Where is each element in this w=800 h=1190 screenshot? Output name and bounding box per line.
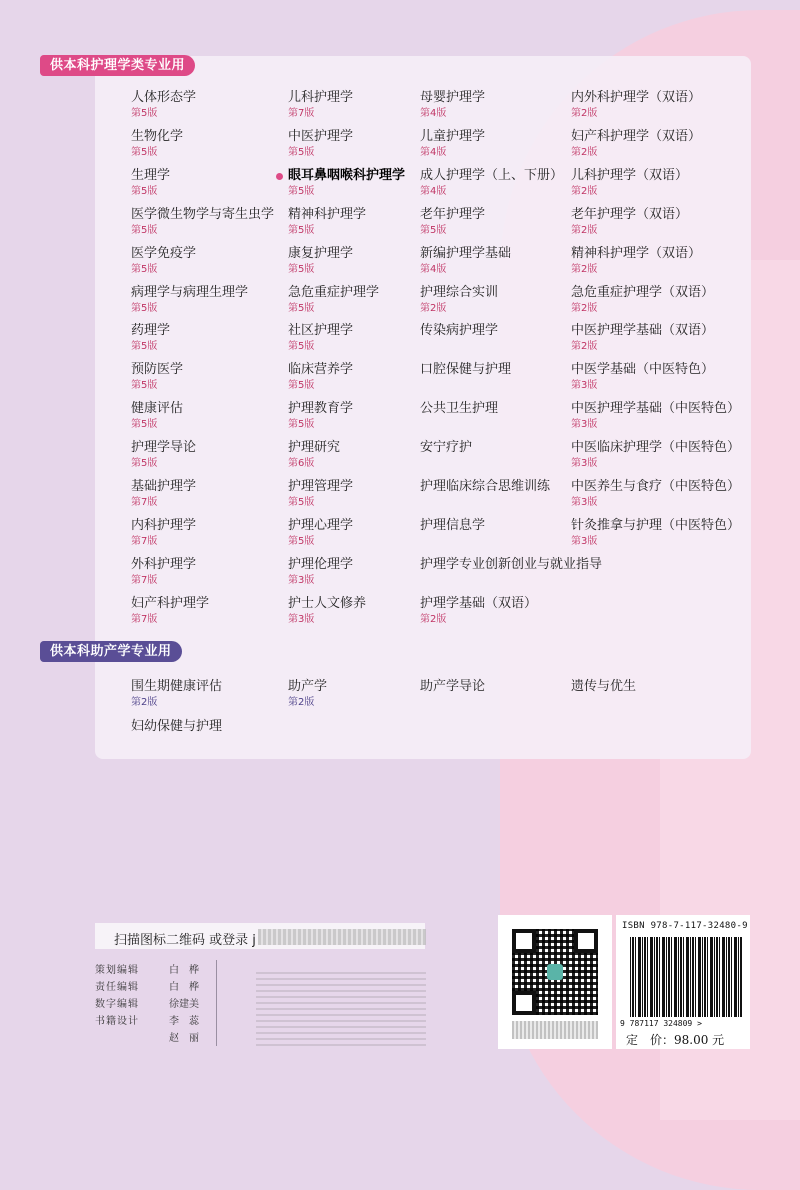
book-edition: 第5版 bbox=[288, 224, 315, 236]
book-item bbox=[131, 518, 196, 548]
book-title: 中医学基础（中医特色） bbox=[571, 362, 715, 378]
credit-role: 数字编辑 bbox=[95, 999, 139, 1010]
book-title: 医学免疫学 bbox=[131, 245, 197, 261]
book-title: 遗传与优生 bbox=[571, 679, 637, 694]
book-item bbox=[420, 168, 563, 198]
book-item bbox=[571, 168, 688, 198]
book-edition: 第2版 bbox=[571, 302, 598, 314]
book-edition: 第3版 bbox=[571, 380, 598, 392]
book-edition: 第3版 bbox=[571, 535, 598, 547]
credit-name: 赵 丽 bbox=[169, 1033, 199, 1044]
book-title: 妇产科护理学（双语） bbox=[571, 128, 702, 144]
book-edition: 第5版 bbox=[131, 263, 158, 275]
book-title: 药理学 bbox=[131, 323, 171, 339]
book-item bbox=[131, 246, 196, 276]
book-item bbox=[131, 323, 170, 353]
book-title: 母婴护理学 bbox=[420, 90, 486, 105]
book-title: 护理伦理学 bbox=[288, 556, 354, 572]
book-item bbox=[420, 207, 485, 237]
book-item bbox=[288, 440, 340, 470]
book-edition: 第5版 bbox=[131, 146, 158, 158]
book-title: 护理研究 bbox=[288, 440, 341, 456]
book-item bbox=[131, 719, 222, 735]
book-edition: 第3版 bbox=[288, 574, 315, 586]
book-edition: 第2版 bbox=[131, 697, 158, 708]
book-item bbox=[288, 679, 327, 709]
qr-code[interactable] bbox=[498, 915, 612, 1049]
watermark-blur bbox=[256, 968, 426, 1046]
book-item bbox=[420, 90, 485, 120]
book-item bbox=[571, 246, 701, 276]
credit-role bbox=[95, 1030, 155, 1047]
book-title: 病理学与病理生理学 bbox=[131, 284, 249, 300]
book-title: 老年护理学 bbox=[420, 206, 486, 222]
book-item bbox=[288, 323, 353, 353]
qr-caption-blur bbox=[512, 1021, 598, 1039]
credit-row bbox=[95, 1030, 199, 1047]
book-item bbox=[288, 401, 353, 431]
book-title: 护理综合实训 bbox=[420, 284, 499, 300]
book-item bbox=[288, 518, 353, 548]
credit-row bbox=[95, 962, 199, 979]
book-title: 护理教育学 bbox=[288, 401, 354, 417]
book-title: 人体形态学 bbox=[131, 90, 197, 105]
credit-role: 书籍设计 bbox=[95, 1016, 139, 1027]
book-title: 护理学基础（双语） bbox=[420, 595, 538, 611]
book-title: 中医护理学基础（中医特色） bbox=[571, 401, 741, 417]
book-item bbox=[131, 168, 170, 198]
book-title: 护理学专业创新创业与就业指导 bbox=[420, 556, 603, 572]
qr-logo-icon bbox=[547, 964, 563, 980]
book-item bbox=[288, 479, 353, 509]
book-edition: 第2版 bbox=[288, 697, 315, 708]
qr-finder-icon bbox=[512, 991, 536, 1015]
book-title: 生物化学 bbox=[131, 128, 184, 144]
book-title: 内科护理学 bbox=[131, 517, 197, 533]
book-item bbox=[131, 596, 209, 626]
book-title: 内外科护理学（双语） bbox=[571, 90, 702, 105]
book-title: 精神科护理学 bbox=[288, 206, 367, 222]
book-edition: 第4版 bbox=[420, 263, 447, 275]
book-item bbox=[571, 129, 701, 159]
book-title: 儿童护理学 bbox=[420, 128, 486, 144]
book-title: 儿科护理学 bbox=[288, 90, 354, 105]
book-edition: 第5版 bbox=[288, 497, 315, 508]
book-item bbox=[420, 246, 511, 276]
book-edition: 第5版 bbox=[288, 341, 315, 353]
book-title: 中医养生与食疗（中医特色） bbox=[571, 479, 741, 494]
book-edition: 第7版 bbox=[131, 574, 158, 586]
book-title: 健康评估 bbox=[131, 401, 184, 417]
book-edition: 第5版 bbox=[131, 302, 158, 314]
book-title: 护理管理学 bbox=[288, 479, 354, 494]
book-title: 中医护理学 bbox=[288, 128, 354, 144]
credit-row bbox=[95, 979, 199, 996]
divider bbox=[216, 960, 217, 1046]
book-edition: 第4版 bbox=[420, 185, 447, 197]
book-edition: 第7版 bbox=[288, 108, 315, 119]
book-item bbox=[288, 207, 366, 237]
book-item bbox=[131, 479, 196, 509]
book-item bbox=[131, 679, 222, 709]
book-item bbox=[288, 129, 353, 159]
book-title: 安宁疗护 bbox=[420, 440, 473, 456]
book-item bbox=[288, 246, 353, 276]
book-item bbox=[288, 557, 353, 587]
qr-finder-icon bbox=[574, 929, 598, 953]
book-edition: 第6版 bbox=[288, 458, 315, 470]
book-title: 儿科护理学（双语） bbox=[571, 167, 689, 183]
book-edition: 第5版 bbox=[288, 263, 315, 275]
book-title: 预防医学 bbox=[131, 362, 184, 378]
book-edition: 第7版 bbox=[131, 497, 158, 508]
book-edition: 第5版 bbox=[131, 458, 158, 470]
book-edition: 第5版 bbox=[131, 108, 158, 119]
highlight-dot-icon bbox=[276, 173, 283, 180]
book-title: 临床营养学 bbox=[288, 362, 354, 378]
midwifery-series-tag: 供本科助产学专业用 bbox=[40, 641, 182, 662]
book-title: 传染病护理学 bbox=[420, 323, 499, 339]
book-item bbox=[571, 285, 714, 315]
book-edition: 第5版 bbox=[131, 185, 158, 197]
book-item bbox=[131, 401, 183, 431]
book-edition: 第5版 bbox=[288, 302, 315, 314]
book-item bbox=[571, 90, 701, 120]
book-title: 老年护理学（双语） bbox=[571, 206, 689, 222]
book-item bbox=[131, 129, 183, 159]
book-item bbox=[288, 596, 366, 626]
book-title: 医学微生物学与寄生虫学 bbox=[131, 206, 275, 222]
book-title: 基础护理学 bbox=[131, 479, 197, 494]
book-edition: 第5版 bbox=[288, 185, 315, 197]
book-title: 急危重症护理学 bbox=[288, 284, 380, 300]
book-item bbox=[288, 285, 379, 315]
book-item bbox=[420, 679, 485, 695]
book-item bbox=[420, 557, 602, 573]
barcode-box bbox=[616, 915, 750, 1049]
book-title: 针灸推拿与护理（中医特色） bbox=[571, 517, 741, 533]
book-edition: 第7版 bbox=[131, 535, 158, 547]
book-edition: 第5版 bbox=[288, 146, 315, 158]
blurred-url bbox=[258, 929, 426, 945]
book-edition: 第5版 bbox=[131, 419, 158, 431]
book-item bbox=[420, 401, 498, 417]
barcode-bars bbox=[630, 937, 742, 1017]
book-title: 护理临床综合思维训练 bbox=[420, 479, 551, 494]
book-title: 护士人文修养 bbox=[288, 595, 367, 611]
credits-block bbox=[95, 962, 199, 1047]
book-title: 新编护理学基础 bbox=[420, 245, 512, 261]
book-title: 公共卫生护理 bbox=[420, 401, 499, 417]
book-edition: 第7版 bbox=[131, 613, 158, 625]
book-edition: 第2版 bbox=[571, 146, 598, 158]
book-item bbox=[288, 362, 353, 392]
book-edition: 第5版 bbox=[131, 380, 158, 392]
book-title: 护理学导论 bbox=[131, 440, 197, 456]
book-title: 康复护理学 bbox=[288, 245, 354, 261]
isbn-text: ISBN 978-7-117-32480-9 bbox=[622, 921, 748, 931]
credit-role: 策划编辑 bbox=[95, 965, 139, 976]
book-title: 生理学 bbox=[131, 167, 171, 183]
book-title: 急危重症护理学（双语） bbox=[571, 284, 715, 300]
book-title: 成人护理学（上、下册） bbox=[420, 167, 564, 183]
book-edition: 第5版 bbox=[420, 224, 447, 236]
book-edition: 第2版 bbox=[571, 341, 598, 353]
book-item bbox=[420, 323, 498, 339]
book-edition: 第5版 bbox=[288, 380, 315, 392]
book-item bbox=[420, 596, 537, 626]
price-text: 定 价：98.00 元 bbox=[626, 1033, 725, 1047]
book-item bbox=[288, 168, 405, 198]
credit-name: 李 蕊 bbox=[169, 1016, 199, 1027]
book-title: 外科护理学 bbox=[131, 556, 197, 572]
book-title: 眼耳鼻咽喉科护理学 bbox=[288, 167, 406, 183]
book-title: 妇幼保健与护理 bbox=[131, 719, 223, 734]
book-edition: 第5版 bbox=[288, 535, 315, 547]
book-item bbox=[571, 323, 714, 353]
credit-row bbox=[95, 996, 199, 1013]
nursing-series-tag: 供本科护理学类专业用 bbox=[40, 55, 195, 76]
book-edition: 第2版 bbox=[571, 185, 598, 197]
book-title: 助产学导论 bbox=[420, 679, 486, 694]
book-edition: 第5版 bbox=[131, 224, 158, 236]
book-item bbox=[420, 285, 498, 315]
book-title: 社区护理学 bbox=[288, 323, 354, 339]
book-edition: 第4版 bbox=[420, 146, 447, 158]
book-edition: 第2版 bbox=[571, 224, 598, 236]
book-item bbox=[131, 285, 248, 315]
book-item bbox=[420, 479, 550, 495]
book-title: 护理信息学 bbox=[420, 517, 486, 533]
book-item bbox=[420, 518, 485, 534]
book-item bbox=[288, 90, 353, 120]
book-title: 口腔保健与护理 bbox=[420, 362, 512, 378]
book-title: 妇产科护理学 bbox=[131, 595, 210, 611]
book-item bbox=[571, 679, 636, 695]
scan-instruction-text: 扫描图标二维码 或登录 j bbox=[114, 933, 256, 948]
book-item bbox=[571, 518, 740, 548]
book-item bbox=[131, 557, 196, 587]
book-item bbox=[420, 362, 511, 378]
barcode-number: 9 787117 324809 > bbox=[620, 1019, 702, 1028]
book-title: 围生期健康评估 bbox=[131, 679, 223, 694]
book-edition: 第2版 bbox=[571, 108, 598, 119]
book-edition: 第3版 bbox=[571, 419, 598, 431]
credit-name: 徐建美 bbox=[169, 999, 199, 1010]
book-item bbox=[571, 362, 714, 392]
book-title: 中医临床护理学（中医特色） bbox=[571, 440, 741, 456]
book-item bbox=[571, 440, 740, 470]
credit-name: 白 桦 bbox=[169, 965, 199, 976]
qr-finder-icon bbox=[512, 929, 536, 953]
book-edition: 第4版 bbox=[420, 108, 447, 119]
book-item bbox=[571, 401, 740, 431]
book-title: 护理心理学 bbox=[288, 517, 354, 533]
book-edition: 第2版 bbox=[420, 302, 447, 314]
book-title: 助产学 bbox=[288, 679, 328, 694]
book-item bbox=[571, 479, 740, 509]
book-edition: 第3版 bbox=[571, 497, 598, 508]
credit-role: 责任编辑 bbox=[95, 982, 139, 993]
book-item bbox=[571, 207, 688, 237]
book-edition: 第5版 bbox=[131, 341, 158, 353]
book-edition: 第2版 bbox=[420, 613, 447, 625]
credit-row bbox=[95, 1013, 199, 1030]
book-title: 中医护理学基础（双语） bbox=[571, 323, 715, 339]
book-title: 精神科护理学（双语） bbox=[571, 245, 702, 261]
credit-name: 白 桦 bbox=[169, 982, 199, 993]
book-edition: 第3版 bbox=[571, 458, 598, 470]
book-item bbox=[131, 90, 196, 120]
book-item bbox=[420, 129, 485, 159]
book-item bbox=[131, 362, 183, 392]
book-edition: 第5版 bbox=[288, 419, 315, 431]
book-item bbox=[131, 207, 274, 237]
book-item bbox=[131, 440, 196, 470]
book-edition: 第2版 bbox=[571, 263, 598, 275]
book-edition: 第3版 bbox=[288, 613, 315, 625]
book-item bbox=[420, 440, 472, 456]
